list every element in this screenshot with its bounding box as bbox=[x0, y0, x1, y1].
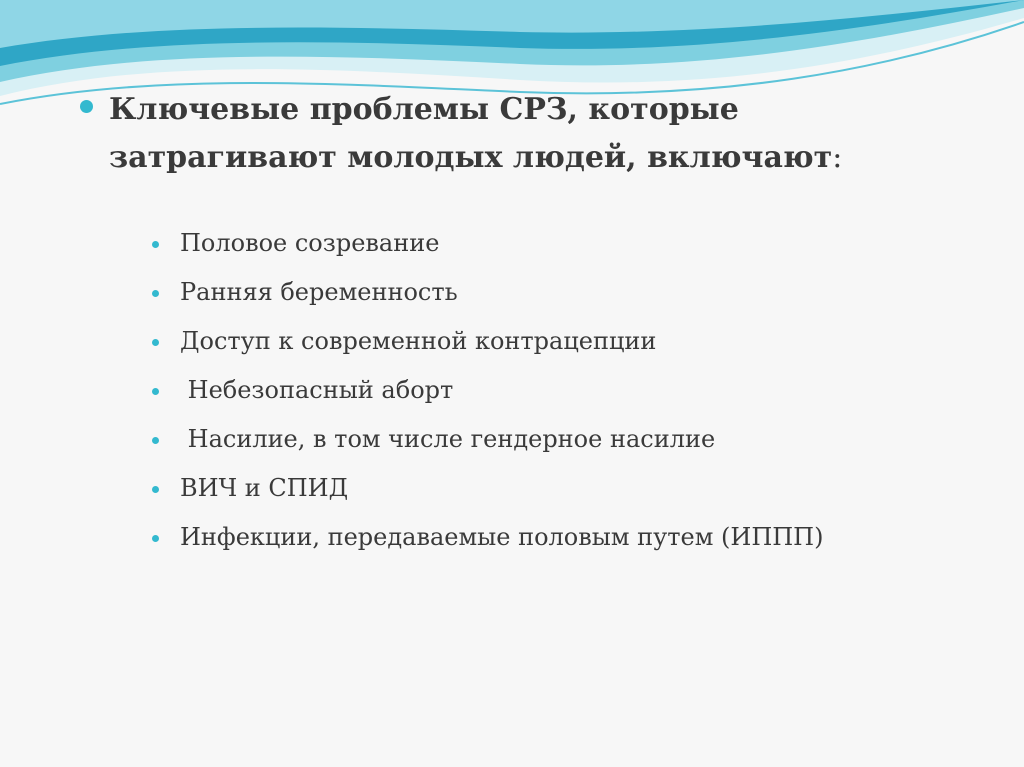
list-item-text: Ранняя беременность bbox=[180, 278, 458, 306]
bullet-icon bbox=[152, 437, 159, 444]
list-item bbox=[152, 422, 912, 471]
list-item-text: Небезопасный аборт bbox=[180, 376, 454, 404]
list-item bbox=[152, 275, 912, 324]
list-item-text: ВИЧ и СПИД bbox=[180, 474, 349, 502]
main-point-colon: : bbox=[832, 140, 843, 175]
list-item bbox=[152, 226, 912, 275]
list-item-text: Половое созревание bbox=[180, 229, 440, 257]
list-item bbox=[152, 471, 912, 520]
sub-bullet-list bbox=[152, 226, 912, 600]
bullet-icon bbox=[152, 535, 159, 542]
list-item-text: Инфекции, передаваемые половым путем (ИППП) bbox=[180, 523, 824, 551]
bullet-icon bbox=[152, 339, 159, 346]
list-item bbox=[152, 373, 912, 422]
bullet-icon bbox=[152, 290, 159, 297]
list-item bbox=[152, 324, 912, 373]
main-point bbox=[80, 86, 960, 182]
bullet-icon bbox=[152, 486, 159, 493]
bullet-icon bbox=[152, 241, 159, 248]
main-bullet-icon bbox=[80, 100, 93, 113]
bullet-icon bbox=[152, 388, 159, 395]
list-item-text: Насилие, в том числе гендерное насилие bbox=[180, 425, 716, 453]
list-item bbox=[152, 520, 912, 600]
main-point-text bbox=[109, 86, 960, 182]
main-point-label: Ключевые проблемы СРЗ, которые затрагивают молодых людей, включают bbox=[109, 92, 833, 175]
list-item-text: Доступ к современной контрацепции bbox=[180, 327, 657, 355]
